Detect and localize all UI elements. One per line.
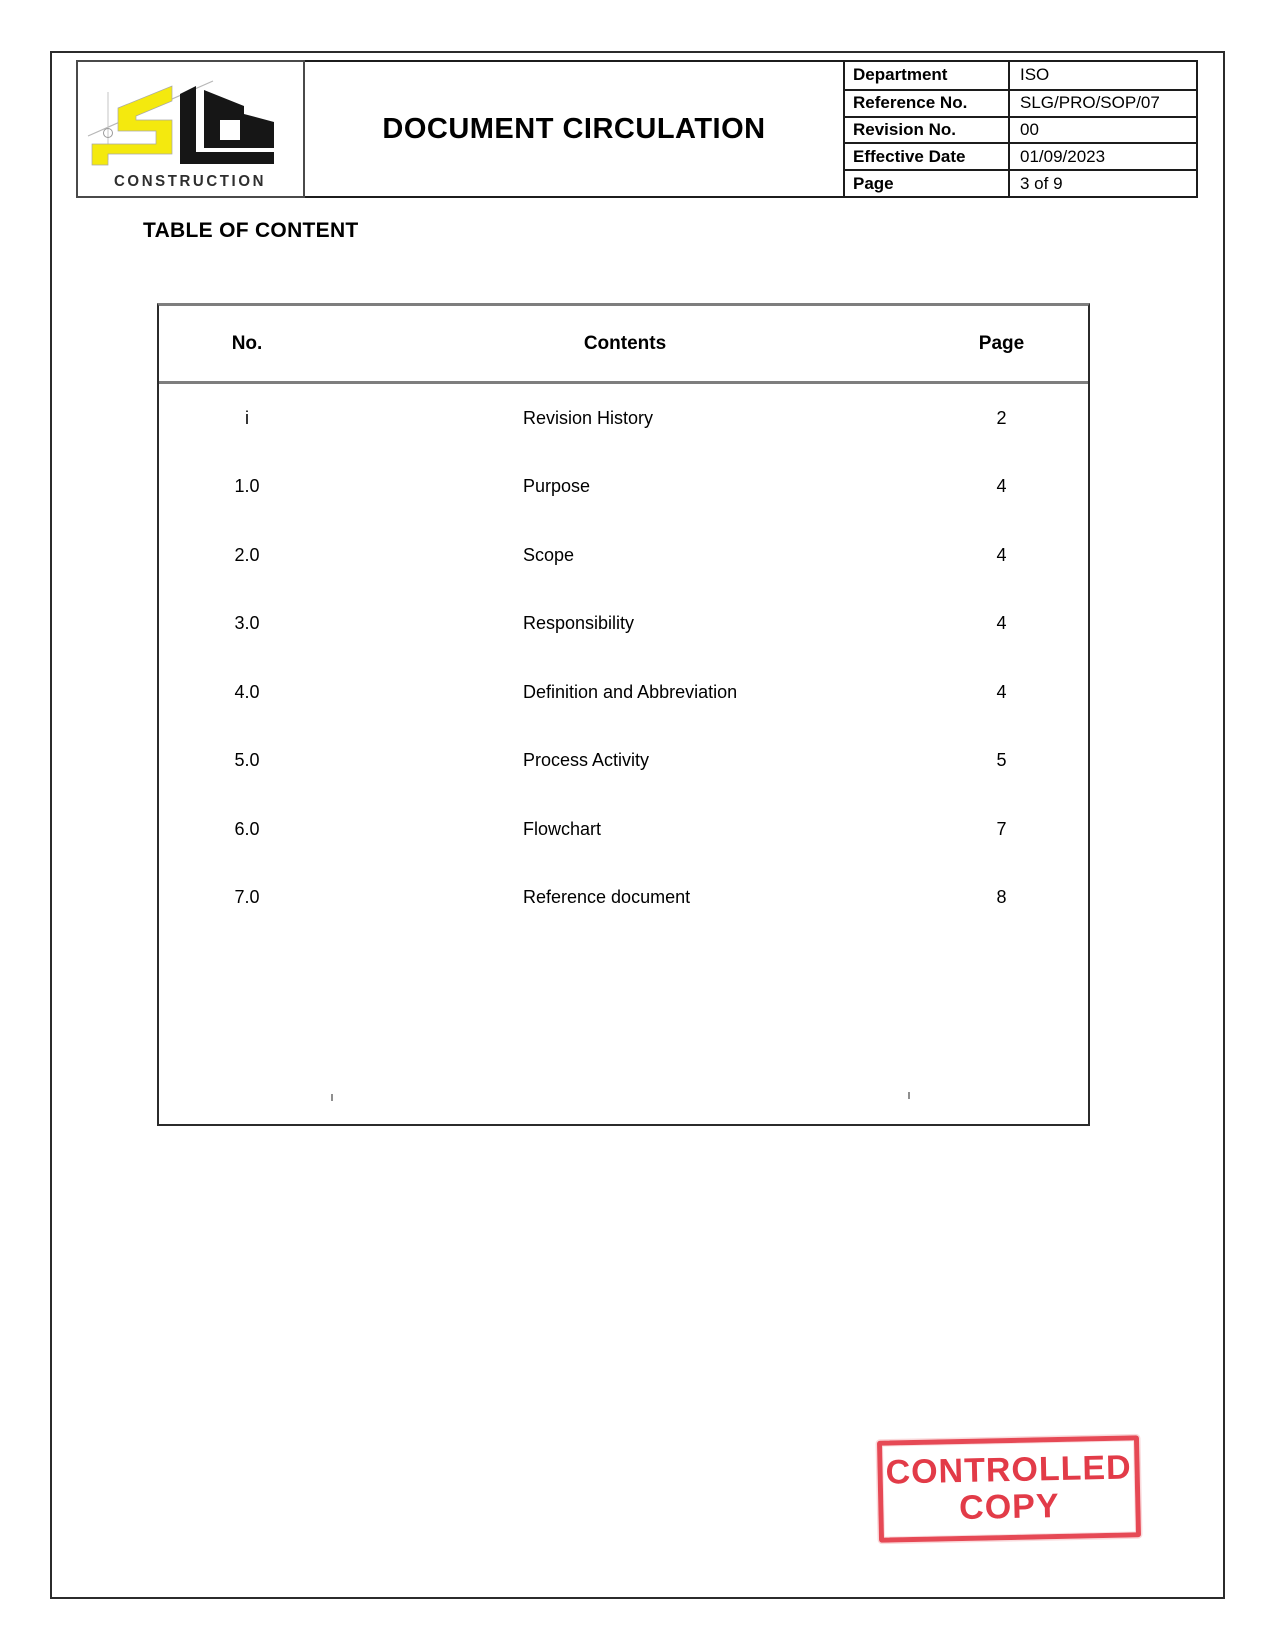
toc-item: Revision History [523,407,654,428]
meta-label: Effective Date [845,144,1010,169]
table-row [159,864,1088,933]
toc-item: Flowchart [523,818,602,839]
toc-body [159,384,1088,932]
toc-page: 4 [996,613,1007,634]
toc-item: Responsibility [523,613,635,634]
stamp-text-line1: CONTROLLED [885,1448,1133,1492]
meta-value: 00 [1020,119,1039,139]
meta-row-department [845,62,1196,89]
toc-no: 3.0 [234,613,260,634]
toc-no: 2.0 [234,544,260,565]
page-title: TABLE OF CONTENT [143,219,359,242]
controlled-copy-stamp [877,1435,1141,1542]
table-row [159,658,1088,727]
meta-row-reference [845,89,1196,116]
meta-label: Revision No. [845,118,1010,143]
meta-row-effective-date [845,142,1196,169]
meta-value: 3 of 9 [1020,173,1063,193]
meta-row-revision [845,116,1196,143]
title-cell [305,60,843,198]
stamp-text-line2: COPY [958,1486,1060,1528]
logo-subtitle: CONSTRUCTION [114,172,267,191]
meta-label: Reference No. [845,91,1010,116]
table-row [159,795,1088,864]
toc-no: 4.0 [234,681,260,702]
toc-page: 8 [996,887,1007,908]
toc-col-page: Page [978,332,1025,354]
toc-table [157,303,1090,1126]
document-header [76,60,1198,198]
meta-label: Department [845,62,1010,89]
table-row [159,590,1088,659]
toc-no: 6.0 [234,818,260,839]
meta-value: SLG/PRO/SOP/07 [1020,93,1160,113]
table-row [159,384,1088,453]
toc-page: 2 [996,407,1007,428]
toc-page: 7 [996,818,1007,839]
table-row [159,727,1088,796]
toc-no: i [245,407,249,428]
meta-label: Page [845,171,1010,196]
table-row [159,453,1088,522]
toc-header-row [159,306,1088,384]
document-meta-table [843,60,1198,198]
toc-item: Process Activity [523,750,650,771]
toc-col-no: No. [231,332,263,354]
toc-item: Purpose [523,476,591,497]
toc-no: 1.0 [234,476,260,497]
toc-item: Scope [523,544,575,565]
toc-page: 4 [996,476,1007,497]
toc-page: 4 [996,681,1007,702]
toc-page: 5 [996,750,1007,771]
toc-no: 7.0 [234,887,260,908]
slg-logo-icon [78,64,307,170]
toc-page: 4 [996,544,1007,565]
toc-item: Reference document [523,887,691,908]
scan-artifact-tick [908,1092,910,1099]
company-logo [76,60,305,198]
document-title: DOCUMENT CIRCULATION [382,112,766,145]
meta-row-page [845,169,1196,196]
toc-item: Definition and Abbreviation [523,681,738,702]
toc-no: 5.0 [234,750,260,771]
meta-value: ISO [1020,65,1050,85]
scan-artifact-tick [331,1094,333,1101]
table-row [159,521,1088,590]
toc-col-contents: Contents [583,332,667,354]
meta-value: 01/09/2023 [1020,146,1106,166]
